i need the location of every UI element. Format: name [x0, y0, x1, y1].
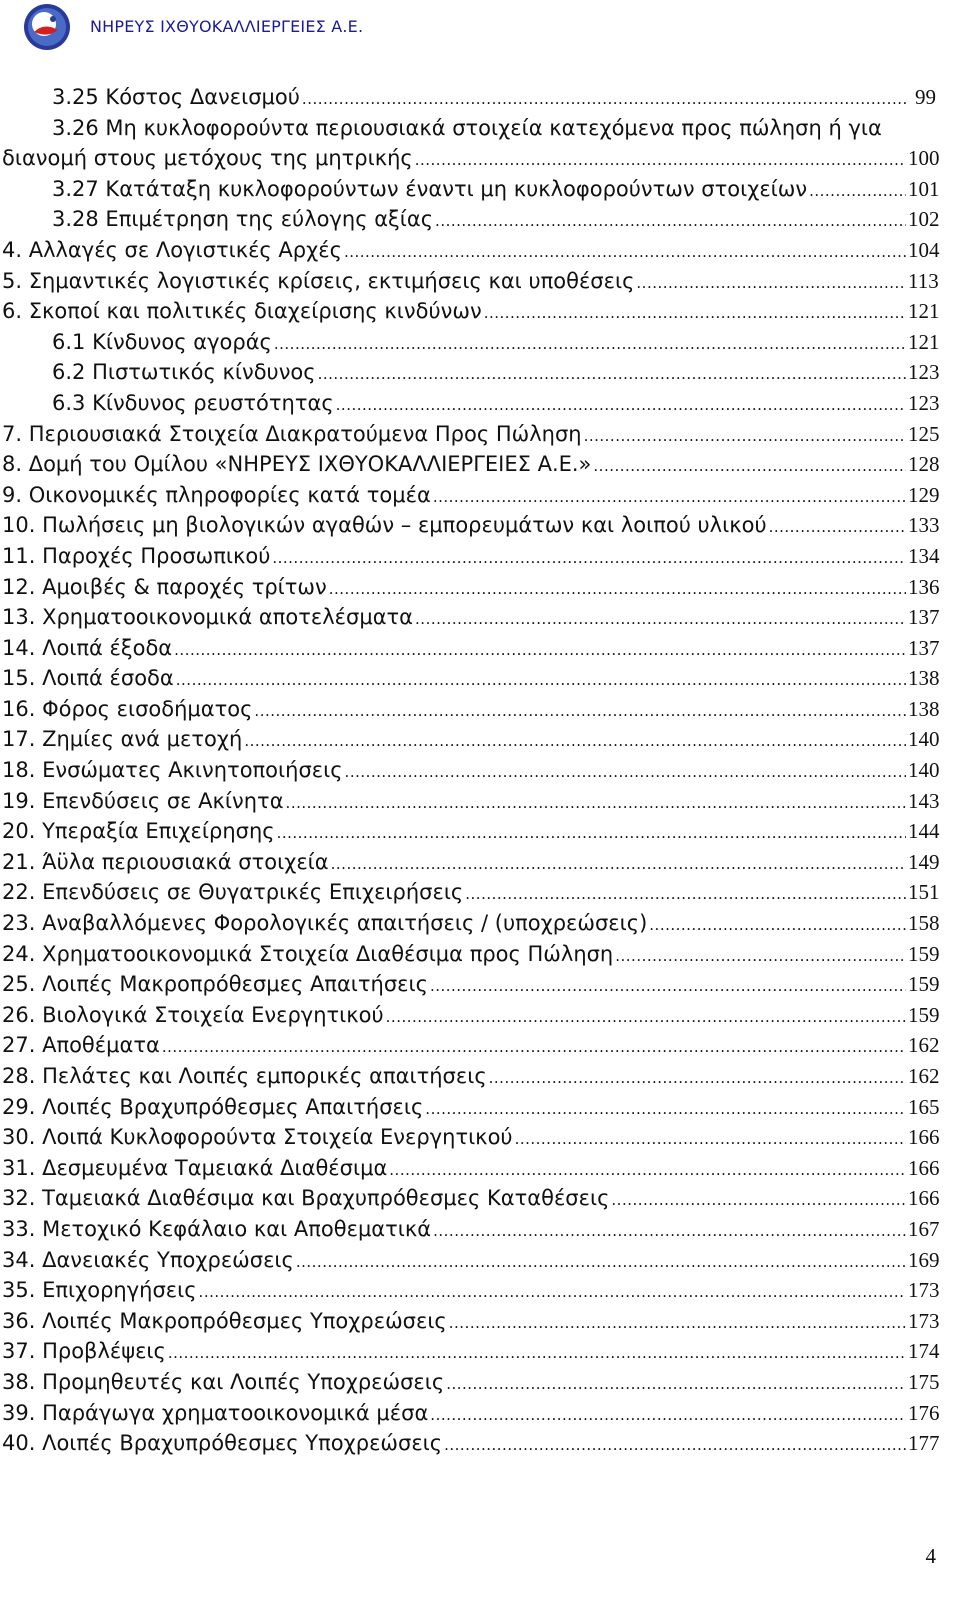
toc-entry-page: 137 [908, 635, 940, 660]
toc-entry[interactable] [0, 480, 960, 511]
toc-entry-title: 27. Αποθέματα [2, 1033, 160, 1058]
dot-leader [489, 1063, 906, 1094]
toc-entry-title: 15. Λοιπά έσοδα [2, 666, 174, 691]
toc-entry-page: 134 [908, 543, 940, 568]
dot-leader [636, 268, 906, 299]
dot-leader [389, 1155, 906, 1186]
nireus-logo-icon [22, 2, 72, 52]
toc-entry[interactable] [0, 327, 960, 358]
toc-entry-page: 113 [908, 268, 939, 293]
toc-entry-page: 173 [908, 1278, 940, 1303]
toc-entry[interactable] [0, 694, 960, 725]
toc-entry[interactable] [0, 204, 960, 235]
toc-entry-row [2, 633, 940, 666]
toc-entry[interactable] [0, 357, 960, 388]
toc-entry-title: διανομή στους μετόχους της μητρικής [2, 146, 413, 171]
toc-entry-title: 33. Μετοχικό Κεφάλαιο και Αποθεματικά [2, 1216, 432, 1241]
toc-entry[interactable] [0, 572, 960, 603]
dot-leader [174, 635, 906, 666]
dot-leader [415, 604, 906, 635]
dot-leader [809, 176, 906, 207]
toc-entry-title: 31. Δεσμευμένα Ταμειακά Διαθέσιμα [2, 1155, 388, 1180]
toc-entry-title: 4. Αλλαγές σε Λογιστικές Αρχές [2, 237, 342, 262]
toc-entry-row [2, 143, 940, 176]
toc-entry-page: 159 [908, 972, 940, 997]
toc-entry-row [2, 1030, 940, 1063]
dot-leader [286, 788, 906, 819]
dot-leader [769, 512, 906, 543]
toc-entry[interactable] [0, 724, 960, 755]
toc-entry-title: 30. Λοιπά Κυκλοφορούντα Στοιχεία Ενεργητικού [2, 1125, 513, 1150]
toc-entry-title: 40. Λοιπές Βραχυπρόθεσμες Υποχρεώσεις [2, 1431, 443, 1456]
toc-entry-page: 129 [908, 482, 940, 507]
toc-entry-page: 102 [908, 207, 940, 232]
toc-entry-title: 14. Λοιπά έξοδα [2, 635, 173, 660]
dot-leader [176, 665, 906, 696]
dot-leader [345, 757, 906, 788]
toc-entry-title: 18. Ενσώματες Ακινητοποιήσεις [2, 758, 343, 783]
toc-entry-title: 5. Σημαντικές λογιστικές κρίσεις, εκτιμήσεις και υποθέσεις [2, 268, 635, 293]
table-of-contents [0, 82, 960, 1459]
toc-entry-title: 20. Υπεραξία Επιχείρησης [2, 819, 275, 844]
toc-entry-page: 144 [908, 819, 940, 844]
toc-entry-page: 121 [908, 329, 940, 354]
toc-entry[interactable] [0, 1336, 960, 1367]
toc-entry[interactable] [0, 602, 960, 633]
toc-entry-page: 138 [908, 696, 940, 721]
toc-entry-row [2, 1153, 940, 1186]
toc-entry[interactable] [0, 786, 960, 817]
dot-leader [425, 1094, 906, 1125]
dot-leader [274, 329, 906, 360]
toc-entry-page: 169 [908, 1247, 940, 1272]
toc-entry[interactable] [0, 663, 960, 694]
toc-entry-title: 3.27 Κατάταξη κυκλοφορούντων έναντι μη κυκλοφορούντων στοιχείων [52, 176, 808, 201]
toc-entry-page: 151 [908, 880, 940, 905]
dot-leader [199, 1277, 906, 1308]
toc-entry[interactable] [0, 1000, 960, 1031]
toc-entry-page: 159 [908, 1002, 940, 1027]
toc-entry-row [2, 480, 940, 513]
toc-entry-row [52, 357, 940, 390]
toc-entry[interactable] [0, 1398, 960, 1429]
page-number: 4 [925, 1544, 936, 1568]
toc-entry-page: 140 [908, 727, 940, 752]
toc-entry-page: 173 [908, 1308, 940, 1333]
toc-entry-page: 166 [908, 1125, 940, 1150]
toc-entry-title: 37. Προβλέψεις [2, 1339, 166, 1364]
toc-entry[interactable] [0, 1122, 960, 1153]
dot-leader [244, 726, 906, 757]
toc-entry-page: 136 [908, 574, 940, 599]
toc-entry-page: 137 [908, 605, 940, 630]
toc-entry[interactable] [0, 449, 960, 480]
toc-entry-row [2, 908, 940, 941]
toc-entry-title: 21. Άϋλα περιουσιακά στοιχεία [2, 849, 329, 874]
toc-entry[interactable] [0, 1153, 960, 1184]
toc-entry-page: 176 [908, 1400, 940, 1425]
toc-entry[interactable] [0, 82, 960, 113]
dot-leader [430, 1400, 906, 1431]
toc-entry-row [52, 388, 940, 421]
dot-leader [484, 298, 906, 329]
toc-entry-page: 128 [908, 452, 940, 477]
toc-entry-page: 165 [908, 1094, 940, 1119]
toc-entry-page: 125 [908, 421, 940, 446]
toc-entry-page: 99 [915, 85, 936, 109]
toc-entry[interactable] [0, 816, 960, 847]
toc-entry-row [2, 1336, 940, 1369]
toc-entry-row [2, 1306, 940, 1339]
dot-leader [435, 206, 906, 237]
dot-leader [611, 1185, 906, 1216]
toc-entry-title: 8. Δομή του Ομίλου «ΝΗΡΕΥΣ ΙΧΘΥΟΚΑΛΛΙΕΡΓΕΙΕΣ Α.Ε.» [2, 452, 592, 477]
toc-entry[interactable] [0, 235, 960, 266]
toc-entry-title: 6.3 Κίνδυνος ρευστότητας [52, 390, 334, 415]
toc-entry[interactable] [0, 1428, 960, 1459]
dot-leader [593, 451, 906, 482]
toc-entry-title: 17. Ζημίες ανά μετοχή [2, 727, 243, 752]
dot-leader [336, 390, 906, 421]
toc-entry-page: 133 [908, 513, 940, 538]
toc-entry-row [2, 724, 940, 757]
toc-entry-title: 3.25 Κόστος Δανεισμού [52, 85, 300, 109]
toc-entry-row [2, 1367, 940, 1400]
toc-entry[interactable] [0, 174, 960, 205]
toc-entry-row [2, 1398, 940, 1431]
dot-leader [449, 1308, 906, 1339]
toc-entry[interactable] [0, 877, 960, 908]
toc-entry[interactable] [0, 113, 960, 174]
dot-leader [446, 1369, 906, 1400]
toc-entry-page: 104 [908, 237, 940, 262]
toc-entry-row [2, 1061, 940, 1094]
toc-entry-row [2, 786, 940, 819]
dot-leader [296, 1247, 906, 1278]
toc-entry-row [2, 663, 940, 696]
toc-entry-row [2, 1092, 940, 1125]
toc-entry[interactable] [0, 541, 960, 572]
toc-entry[interactable] [0, 847, 960, 878]
dot-leader [433, 482, 906, 513]
toc-entry-title: 6. Σκοποί και πολιτικές διαχείρισης κινδύνων [2, 299, 482, 324]
toc-entry-row [52, 82, 936, 115]
toc-entry-row [2, 1275, 940, 1308]
dot-leader [444, 1430, 906, 1461]
toc-entry-page: 162 [908, 1033, 940, 1058]
toc-entry[interactable] [0, 510, 960, 541]
toc-entry-row [52, 327, 940, 360]
toc-entry-row [2, 1245, 940, 1278]
dot-leader [331, 849, 906, 880]
toc-entry-title: 26. Βιολογικά Στοιχεία Ενεργητικού [2, 1002, 384, 1027]
company-name: ΝΗΡΕΥΣ ΙΧΘΥΟΚΑΛΛΙΕΡΓΕΙΕΣ Α.Ε. [90, 17, 364, 36]
toc-entry-title: 19. Επενδύσεις σε Ακίνητα [2, 788, 284, 813]
toc-entry-title-line1: 3.26 Μη κυκλοφορούντα περιουσιακά στοιχεία κατεχόμενα προς πώληση ή για [52, 115, 882, 140]
toc-entry[interactable] [0, 908, 960, 939]
toc-entry[interactable] [0, 1306, 960, 1337]
toc-entry-page: 123 [908, 390, 940, 415]
toc-entry-row [2, 449, 940, 482]
toc-entry-title: 28. Πελάτες και Λοιπές εμπορικές απαιτήσεις [2, 1064, 487, 1088]
dot-leader [433, 1216, 906, 1247]
dot-leader [302, 84, 906, 115]
toc-entry-title: 38. Προμηθευτές και Λοιπές Υποχρεώσεις [2, 1369, 445, 1394]
toc-entry-page: 140 [908, 758, 940, 783]
toc-entry-title: 11. Παροχές Προσωπικού [2, 543, 271, 568]
toc-entry[interactable] [0, 1214, 960, 1245]
dot-leader [329, 574, 906, 605]
toc-entry-row [2, 266, 939, 299]
toc-entry-page: 158 [908, 911, 940, 936]
toc-entry-title: 7. Περιουσιακά Στοιχεία Διακρατούμενα Προς Πώληση [2, 421, 582, 446]
toc-entry-title: 22. Επενδύσεις σε Θυγατρικές Επιχειρήσεις [2, 880, 464, 905]
toc-entry-row [2, 235, 940, 268]
toc-entry-row [2, 877, 940, 910]
toc-entry-row [52, 174, 940, 207]
toc-entry-title: 6.2 Πιστωτικός κίνδυνος [52, 360, 316, 385]
toc-entry-page: 101 [908, 176, 940, 201]
toc-entry-row [2, 1428, 940, 1461]
dot-leader [584, 421, 906, 452]
toc-entry[interactable] [0, 296, 960, 327]
toc-entry-row [2, 419, 940, 452]
toc-entry[interactable] [0, 1092, 960, 1123]
dot-leader [649, 910, 906, 941]
toc-entry-title: 25. Λοιπές Μακροπρόθεσμες Απαιτήσεις [2, 972, 428, 997]
dot-leader [415, 145, 906, 176]
toc-entry-page: 143 [908, 788, 940, 813]
dot-leader [272, 543, 906, 574]
toc-entry-title: 23. Αναβαλλόμενες Φορολογικές απαιτήσεις / (υποχρεώσεις) [2, 911, 648, 936]
page-header [0, 0, 960, 60]
toc-entry[interactable] [0, 388, 960, 419]
toc-entry-title: 32. Ταμειακά Διαθέσιμα και Βραχυπρόθεσμες Καταθέσεις [2, 1186, 610, 1211]
toc-entry-page: 167 [908, 1216, 940, 1241]
toc-entry-title: 12. Αμοιβές & παροχές τρίτων [2, 574, 327, 599]
toc-entry-title: 6.1 Κίνδυνος αγοράς [52, 329, 272, 354]
toc-entry-page: 138 [908, 666, 940, 691]
toc-entry-page: 175 [908, 1369, 940, 1394]
toc-entry-row [2, 541, 940, 574]
toc-entry-row [2, 755, 940, 788]
toc-entry-page: 166 [908, 1186, 940, 1211]
toc-entry[interactable] [0, 1183, 960, 1214]
toc-entry-page: 149 [908, 849, 940, 874]
toc-entry-title: 13. Χρηματοοικονομικά αποτελέσματα [2, 605, 414, 630]
dot-leader [386, 1002, 906, 1033]
toc-entry[interactable] [0, 939, 960, 970]
toc-entry-row [2, 602, 940, 635]
toc-entry[interactable] [0, 1030, 960, 1061]
toc-entry-title: 24. Χρηματοοικονομικά Στοιχεία Διαθέσιμα προς Πώληση [2, 941, 614, 966]
toc-entry-row [2, 816, 940, 849]
dot-leader [515, 1124, 906, 1155]
toc-entry[interactable] [0, 1245, 960, 1276]
toc-entry-row [2, 510, 940, 543]
dot-leader [168, 1338, 906, 1369]
toc-entry-row [2, 969, 940, 1002]
toc-entry-title: 29. Λοιπές Βραχυπρόθεσμες Απαιτήσεις [2, 1094, 424, 1119]
toc-entry-title: 36. Λοιπές Μακροπρόθεσμες Υποχρεώσεις [2, 1308, 447, 1333]
toc-entry-row [2, 939, 940, 972]
dot-leader [344, 237, 906, 268]
toc-entry-row [52, 204, 940, 237]
toc-entry[interactable] [0, 1061, 960, 1092]
toc-entry-title: 39. Παράγωγα χρηματοοικονομικά μέσα [2, 1400, 429, 1425]
toc-entry-title: 35. Επιχορηγήσεις [2, 1278, 197, 1303]
toc-entry-row [2, 1214, 940, 1247]
toc-entry[interactable] [0, 755, 960, 786]
toc-entry-page: 159 [908, 941, 940, 966]
toc-entry[interactable] [0, 419, 960, 450]
toc-entry-row [2, 1000, 940, 1033]
toc-entry[interactable] [0, 633, 960, 664]
dot-leader [615, 941, 906, 972]
toc-entry-title: 3.28 Επιμέτρηση της εύλογης αξίας [52, 207, 434, 232]
toc-entry-page: 166 [908, 1155, 940, 1180]
toc-entry-title: 10. Πωλήσεις μη βιολογικών αγαθών – εμπορευμάτων και λοιπού υλικού [2, 513, 767, 538]
toc-entry-row [2, 572, 940, 605]
dot-leader [465, 879, 906, 910]
toc-entry-page: 100 [908, 146, 940, 171]
toc-entry-row [2, 1122, 940, 1155]
toc-entry-page: 174 [908, 1339, 940, 1364]
toc-entry[interactable] [0, 1367, 960, 1398]
toc-entry[interactable] [0, 1275, 960, 1306]
toc-entry-title: 16. Φόρος εισοδήματος [2, 696, 253, 721]
toc-entry-title: 9. Οικονομικές πληροφορίες κατά τομέα [2, 482, 431, 507]
toc-entry[interactable] [0, 266, 960, 297]
dot-leader [430, 971, 906, 1002]
toc-entry-page: 121 [908, 299, 940, 324]
dot-leader [254, 696, 906, 727]
dot-leader [318, 359, 906, 390]
toc-entry-page: 162 [908, 1064, 940, 1088]
toc-entry-row [2, 694, 940, 727]
toc-entry-title: 34. Δανειακές Υποχρεώσεις [2, 1247, 294, 1272]
toc-entry[interactable] [0, 969, 960, 1000]
dot-leader [162, 1032, 906, 1063]
toc-entry-page: 123 [908, 360, 940, 385]
toc-entry-row [2, 1183, 940, 1216]
toc-entry-page: 177 [908, 1431, 940, 1456]
toc-entry-row [2, 847, 940, 880]
toc-entry-row [2, 296, 940, 329]
dot-leader [277, 818, 906, 849]
